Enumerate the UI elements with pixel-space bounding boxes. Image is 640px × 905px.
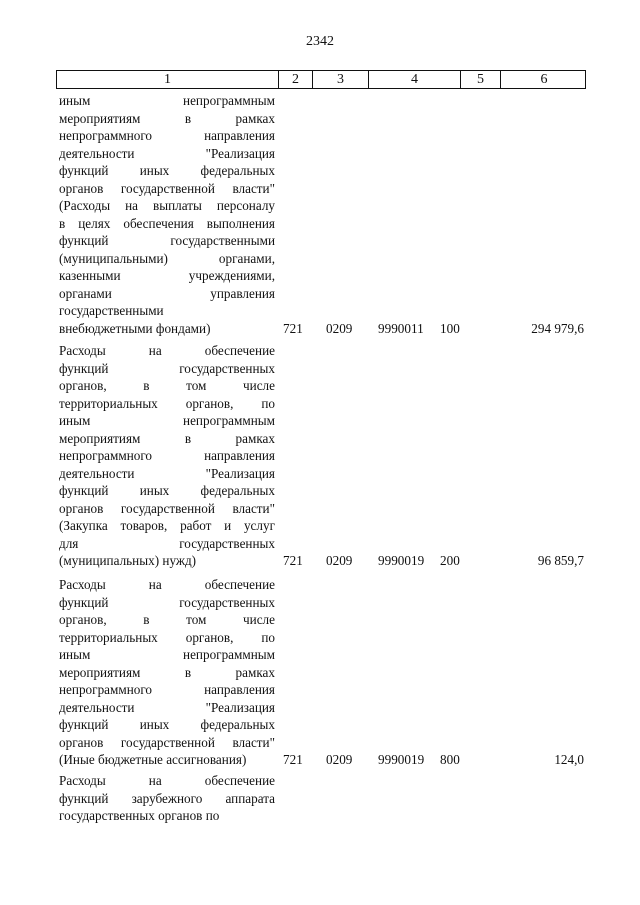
row-description xyxy=(59,772,275,825)
description-line: мероприятиям в рамках xyxy=(59,430,275,446)
column-header-5: 5 xyxy=(461,71,501,88)
expense-type-cell: 200 xyxy=(440,553,460,568)
column-header-4: 4 xyxy=(369,71,461,88)
amount-cell: 96 859,7 xyxy=(537,553,584,568)
target-article-cell: 9990019 xyxy=(378,752,425,767)
description-line: (муниципальными) органами, xyxy=(59,250,275,266)
description-line: органов государственной власти" xyxy=(59,180,275,196)
description-line: внебюджетными фондами) xyxy=(59,320,211,336)
description-line: в целях обеспечения выполнения xyxy=(59,215,275,231)
description-line: органов государственной власти" xyxy=(59,500,275,516)
description-line: территориальных органов, по xyxy=(59,395,275,411)
description-line: органов, в том числе xyxy=(59,378,275,393)
column-header-1: 1 xyxy=(57,71,279,88)
description-line: мероприятиям в рамках xyxy=(59,664,275,680)
amount-cell: 124,0 xyxy=(554,752,584,767)
description-line: функций зарубежного аппарата xyxy=(59,790,275,806)
amount-cell: 294 979,6 xyxy=(531,320,584,336)
row-description xyxy=(59,342,275,570)
description-line: деятельности "Реализация xyxy=(59,465,275,481)
row-description xyxy=(59,576,275,769)
expense-type-cell: 800 xyxy=(440,752,460,767)
description-line: для государственных xyxy=(59,535,275,551)
description-line: (муниципальных) нужд) xyxy=(59,553,197,568)
description-line: органов, в том числе xyxy=(59,612,275,627)
admin-code-cell: 721 xyxy=(283,320,303,336)
table-column-header xyxy=(56,70,586,89)
description-line: (Иные бюджетные ассигнования) xyxy=(59,752,247,767)
column-header-2: 2 xyxy=(279,71,313,88)
section-code-cell: 0209 xyxy=(326,553,353,568)
description-line: Расходы на обеспечение xyxy=(59,343,275,358)
description-line: мероприятиям в рамках xyxy=(59,110,275,126)
section-code-cell: 0209 xyxy=(326,320,353,336)
description-line: органов государственной власти" xyxy=(59,734,275,750)
description-line: непрограммного направления xyxy=(59,448,275,463)
description-line: казенными учреждениями, xyxy=(59,268,275,283)
description-line: непрограммного направления xyxy=(59,682,275,697)
page-number: 2342 xyxy=(306,34,334,49)
admin-code-cell: 721 xyxy=(283,752,303,767)
description-line: иным непрограммным xyxy=(59,413,275,428)
description-line: Расходы на обеспечение xyxy=(59,577,275,592)
description-line: (Закупка товаров, работ и услуг xyxy=(59,518,275,533)
column-header-6: 6 xyxy=(540,72,548,87)
description-line: иным непрограммным xyxy=(59,93,275,108)
section-code-cell: 0209 xyxy=(326,752,353,767)
description-line: деятельности "Реализация xyxy=(59,699,275,715)
description-line: функций государственных xyxy=(59,360,275,376)
description-line: государственными xyxy=(59,303,164,318)
description-line: государственных органов по xyxy=(59,808,220,823)
description-line: (Расходы на выплаты персоналу xyxy=(59,198,275,213)
description-line: территориальных органов, по xyxy=(59,629,275,645)
description-line: функций иных федеральных xyxy=(59,483,275,498)
description-line: Расходы на обеспечение xyxy=(59,773,275,788)
description-line: иным непрограммным xyxy=(59,647,275,662)
expense-type-cell: 100 xyxy=(440,320,460,336)
description-line: функций иных федеральных xyxy=(59,717,275,732)
target-article-cell: 9990011 xyxy=(378,320,424,336)
admin-code-cell: 721 xyxy=(283,553,303,568)
target-article-cell: 9990019 xyxy=(378,553,425,568)
description-line: функций иных федеральных xyxy=(59,163,275,178)
description-line: органами управления xyxy=(59,285,275,301)
description-line: функций государственных xyxy=(59,594,275,610)
row-description xyxy=(59,92,275,337)
column-header-3: 3 xyxy=(313,71,369,88)
description-line: функций государственными xyxy=(59,233,275,248)
description-line: деятельности "Реализация xyxy=(59,145,275,161)
description-line: непрограммного направления xyxy=(59,128,275,143)
